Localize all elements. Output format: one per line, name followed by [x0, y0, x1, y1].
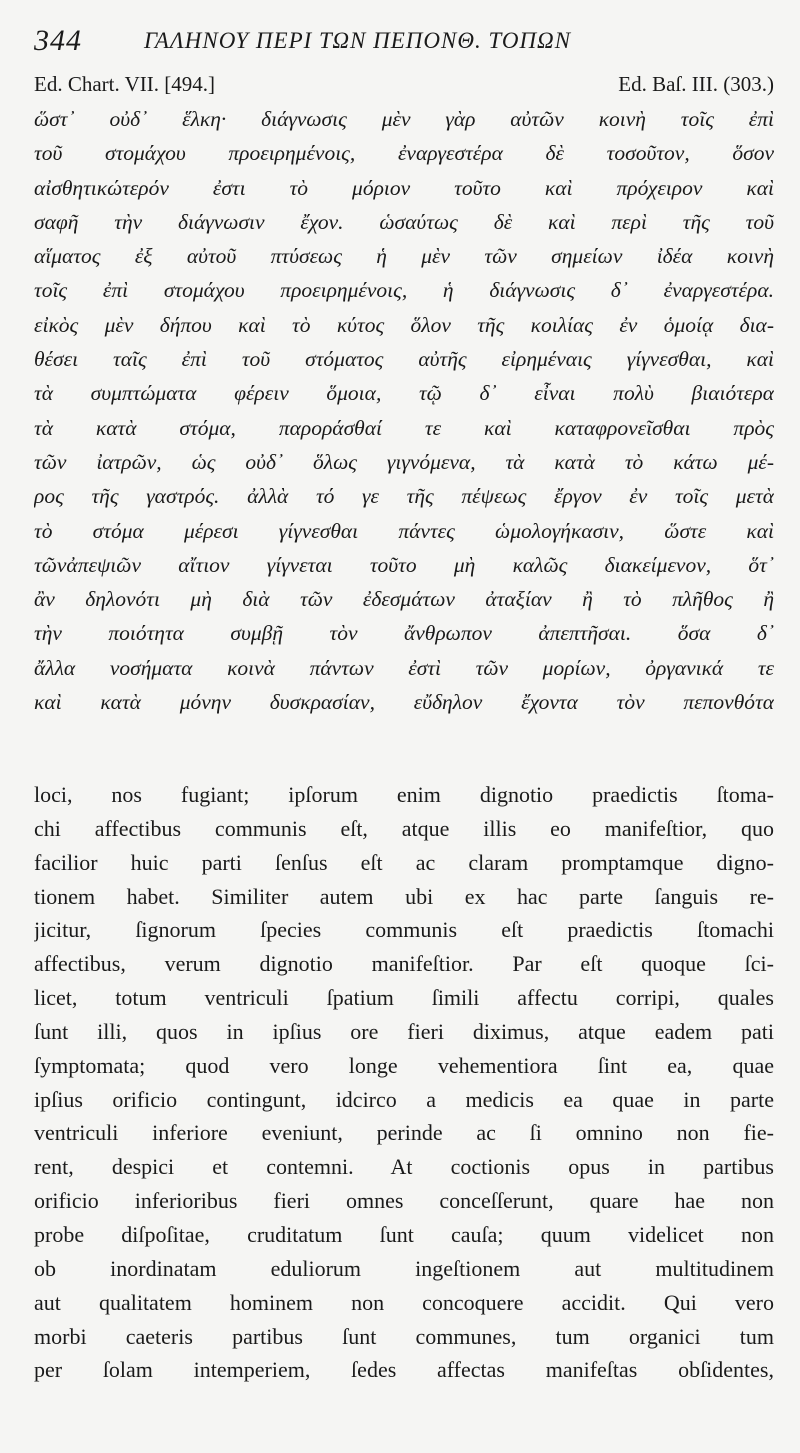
page-header — [34, 24, 774, 64]
latin-text-line: ventriculi inferiore eveniunt, perinde ac ſi omnino non fie- — [34, 1120, 774, 1146]
latin-text-line: probe diſpoſitae, cruditatum ſunt cauſa; quum videlicet non — [34, 1221, 774, 1247]
greek-text-line: τῶν ἰατρῶν, ὡς οὐδ᾽ ὅλως γιγνόμενα, τὰ κατὰ τὸ κάτω μέ- — [34, 449, 774, 474]
latin-text-line: affectibus, verum dignotio manifeſtior. Par eſt quoque ſci- — [34, 951, 774, 977]
latin-text-line: loci, nos fugiant; ipſorum enim dignotio praedictis ſtoma- — [34, 782, 774, 807]
greek-text-line: σαφῆ τὴν διάγνωσιν ἔχον. ὡσαύτως δὲ καὶ περὶ τῆς τοῦ — [34, 209, 774, 234]
latin-text-line: per ſolam intemperiem, ſedes affectas manifeſtas obſidentes, — [34, 1357, 774, 1383]
latin-text-line: tionem habet. Similiter autem ubi ex hac parte ſanguis re- — [34, 883, 774, 909]
greek-text-line: τῶνἀπεψιῶν αἴτιον γίγνεται τοῦτο μὴ καλῶς διακείμενον, ὅτ᾽ — [34, 552, 774, 577]
edition-right: Ed. Baſ. III. (303.) — [618, 72, 774, 96]
latin-text-block — [34, 778, 774, 1387]
greek-text-line: ἄλλα νοσήματα κοινὰ πάντων ἐστὶ τῶν μορίων, ὀργανικά τε — [34, 655, 774, 680]
greek-text-line: εἰκὸς μὲν δήπου καὶ τὸ κύτος ὅλον τῆς κοιλίας ἐν ὁμοίᾳ δια- — [34, 312, 774, 337]
latin-text-line: rent, despici et contemni. At coctionis opus in partibus — [34, 1154, 774, 1180]
greek-text-line: ρος τῆς γαστρός. ἀλλὰ τό γε τῆς πέψεως ἔργον ἐν τοῖς μετὰ — [34, 484, 774, 509]
greek-text-line: καὶ κατὰ μόνην δυσκρασίαν, εὔδηλον ἔχοντα τὸν πεπονθότα — [34, 690, 774, 715]
latin-text-line: ob inordinatam eduliorum ingeſtionem aut multitudinem — [34, 1255, 774, 1281]
latin-text-line: chi affectibus communis eſt, atque illis eo manifeſtior, quo — [34, 815, 774, 841]
latin-text-line: morbi caeteris partibus ſunt communes, tum organici tum — [34, 1323, 774, 1349]
latin-text-line: orificio inferioribus fieri omnes conceſſerunt, quare hae non — [34, 1188, 774, 1214]
greek-text-line: τὰ συμπτώματα φέρειν ὅμοια, τῷ δ᾽ εἶναι πολὺ βιαιότερα — [34, 381, 774, 406]
latin-text-line: jicitur, ſignorum ſpecies communis eſt praedictis ſtomachi — [34, 917, 774, 943]
greek-text-line: θέσει ταῖς ἐπὶ τοῦ στόματος αὐτῆς εἰρημέναις γίγνεσθαι, καὶ — [34, 347, 774, 372]
greek-text-block — [34, 102, 774, 719]
latin-text-line: ſymptomata; quod vero longe vehementiora ſint ea, quae — [34, 1052, 774, 1078]
greek-text-line: τοῦ στομάχου προειρημένοις, ἐναργεστέρα δὲ τοσοῦτον, ὅσον — [34, 141, 774, 166]
greek-text-line: τοῖς ἐπὶ στομάχου προειρημένοις, ἡ διάγνωσις δ᾽ ἐναργεστέρα. — [34, 278, 774, 303]
greek-text-line: τὰ κατὰ στόμα, παροράσθαί τε καὶ καταφρονεῖσθαι πρὸς — [34, 415, 774, 440]
greek-text-line: τὴν ποιότητα συμβῇ τὸν ἄνθρωπον ἀπεπτῆσαι. ὅσα δ᾽ — [34, 621, 774, 646]
latin-text-line: ſunt illi, quos in ipſius ore fieri diximus, atque eadem pati — [34, 1018, 774, 1044]
latin-text-line: facilior huic parti ſenſus eſt ac claram promptamque digno- — [34, 849, 774, 875]
greek-text-line: αἰσθητικώτερόν ἐστι τὸ μόριον τοῦτο καὶ πρόχειρον καὶ — [34, 175, 774, 200]
latin-text-line: ipſius orificio contingunt, idcirco a medicis ea quae in parte — [34, 1086, 774, 1112]
greek-text-line: τὸ στόμα μέρεσι γίγνεσθαι πάντες ὡμολογήκασιν, ὥστε καὶ — [34, 518, 774, 543]
page-number: 344 — [34, 24, 82, 57]
edition-left: Ed. Chart. VII. [494.] — [34, 72, 215, 96]
latin-text-line: licet, totum ventriculi ſpatium ſimili affectu corripi, quales — [34, 985, 774, 1011]
greek-text-line: ἂν δηλονότι μὴ διὰ τῶν ἐδεσμάτων ἀταξίαν ἢ τὸ πλῆθος ἢ — [34, 587, 774, 612]
edition-reference — [34, 72, 774, 102]
greek-text-line: ὥστ᾽ οὐδ᾽ ἕλκη· διάγνωσις μὲν γὰρ αὐτῶν κοινὴ τοῖς ἐπὶ — [34, 107, 774, 131]
running-title: ΓΑΛΗΝΟΥ ΠΕΡΙ ΤΩΝ ΠΕΠΟΝΘ. ΤΟΠΩΝ — [144, 28, 572, 53]
latin-text-line: aut qualitatem hominem non concoquere accidit. Qui vero — [34, 1289, 774, 1315]
greek-text-line: αἵματος ἐξ αὐτοῦ πτύσεως ἡ μὲν τῶν σημείων ἰδέα κοινὴ — [34, 244, 774, 269]
